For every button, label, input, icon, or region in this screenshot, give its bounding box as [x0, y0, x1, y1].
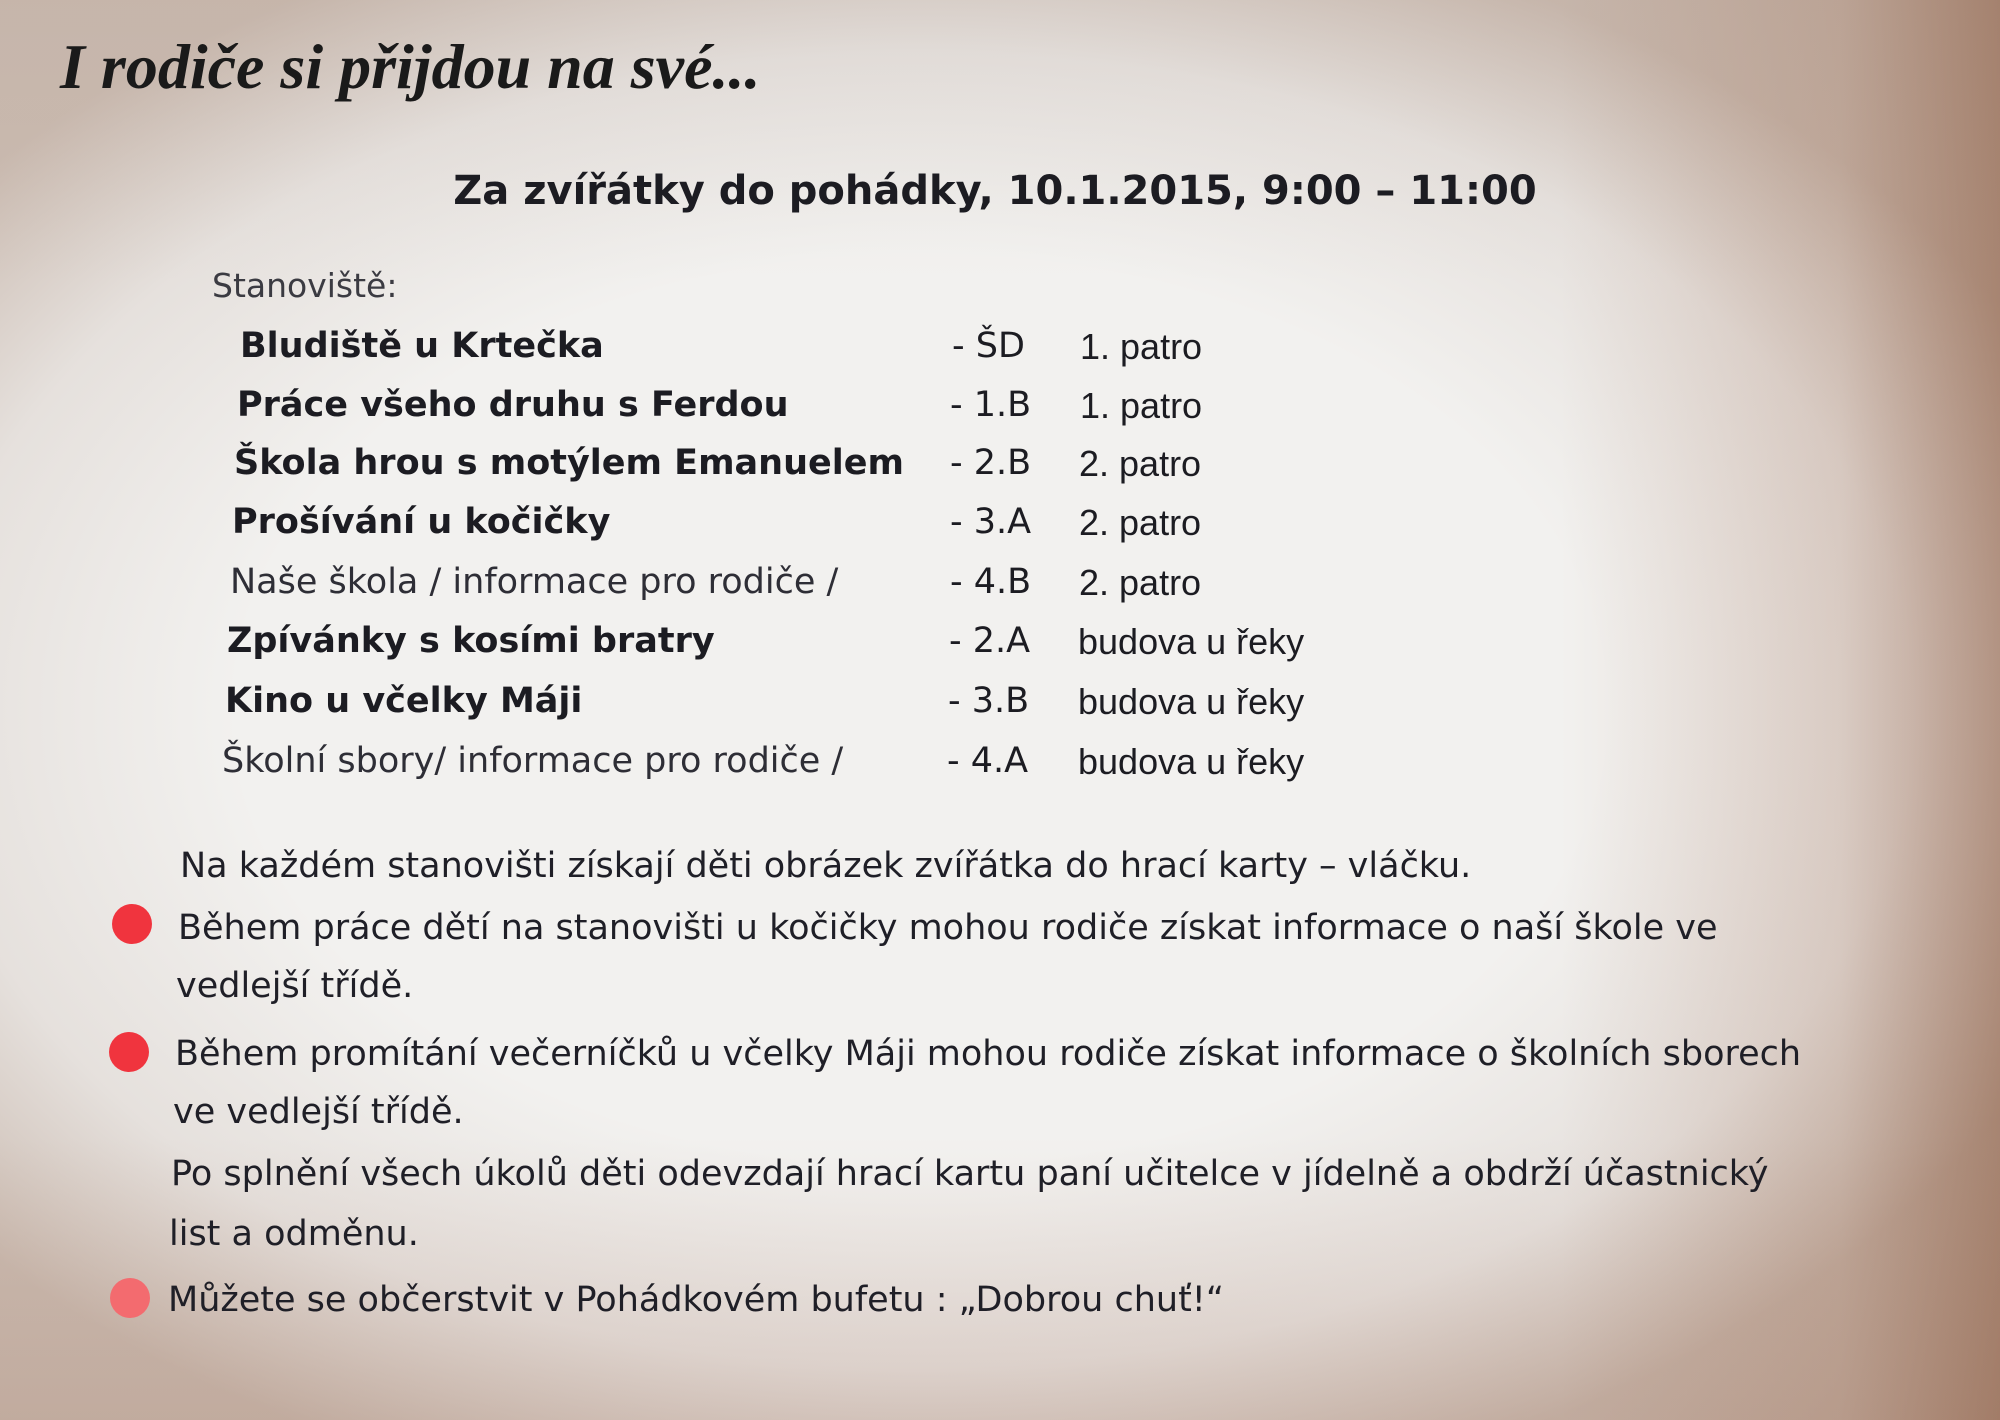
headline: I rodiče si přijdou na své...: [60, 31, 761, 102]
station-location: 1. patro: [1080, 326, 1203, 367]
station-name: Práce všeho druhu s Ferdou: [237, 385, 789, 425]
bullet-buffet: Můžete se občerstvit v Pohádkovém bufetu : „Dobrou chuť!“: [168, 1280, 1224, 1320]
station-class: - ŠD: [952, 326, 1025, 366]
station-class: - 2.B: [950, 443, 1032, 483]
station-location: 2. patro: [1079, 562, 1202, 603]
station-location: 2. patro: [1079, 443, 1202, 484]
station-location: 2. patro: [1079, 502, 1202, 543]
station-location: budova u řeky: [1078, 741, 1305, 782]
station-class: - 1.B: [950, 385, 1032, 425]
bullet-school-line-2: vedlejší třídě.: [176, 966, 414, 1006]
red-bullet-icon: [109, 1032, 149, 1072]
station-location: 1. patro: [1080, 385, 1203, 426]
station-class: - 2.A: [949, 621, 1031, 661]
finish-line-2: list a odměnu.: [169, 1214, 419, 1254]
bullet-choirs-line-2: ve vedlejší třídě.: [173, 1092, 464, 1132]
station-class: - 4.B: [950, 562, 1032, 602]
card-info-paragraph: Na každém stanovišti získají děti obrázek zvířátka do hrací karty – vláčku.: [180, 846, 1472, 886]
station-name: Kino u včelky Máji: [225, 681, 583, 721]
station-name: Školní sbory/ informace pro rodiče /: [222, 741, 844, 781]
finish-line-1: Po splnění všech úkolů děti odevzdají hrací kartu paní učitelce v jídelně a obdrží účastnický: [171, 1154, 1769, 1194]
station-class: - 4.A: [947, 741, 1029, 781]
red-bullet-icon: [112, 904, 152, 944]
station-name: Naše škola / informace pro rodiče /: [230, 562, 839, 602]
bullet-choirs-line-1: Během promítání večerníčků u včelky Máji mohou rodiče získat informace o školních sborech: [175, 1034, 1802, 1074]
stations-heading: Stanoviště:: [212, 266, 398, 305]
red-bullet-icon: [110, 1278, 150, 1318]
station-class: - 3.A: [950, 502, 1032, 542]
station-name: Škola hrou s motýlem Emanuelem: [234, 443, 904, 483]
event-title: [0, 168, 2000, 214]
bullet-school-line-1: Během práce dětí na stanovišti u kočičky mohou rodiče získat informace o naší škole ve: [178, 908, 1718, 948]
station-class: - 3.B: [948, 681, 1030, 721]
station-name: Bludiště u Krtečka: [240, 326, 604, 366]
station-location: budova u řeky: [1078, 681, 1305, 722]
station-name: Prošívání u kočičky: [232, 502, 611, 542]
event-title-text: Za zvířátky do pohádky, 10.1.2015, 9:00 – 11:00: [453, 168, 1537, 214]
station-name: Zpívánky s kosími bratry: [227, 621, 715, 661]
station-location: budova u řeky: [1078, 621, 1305, 662]
